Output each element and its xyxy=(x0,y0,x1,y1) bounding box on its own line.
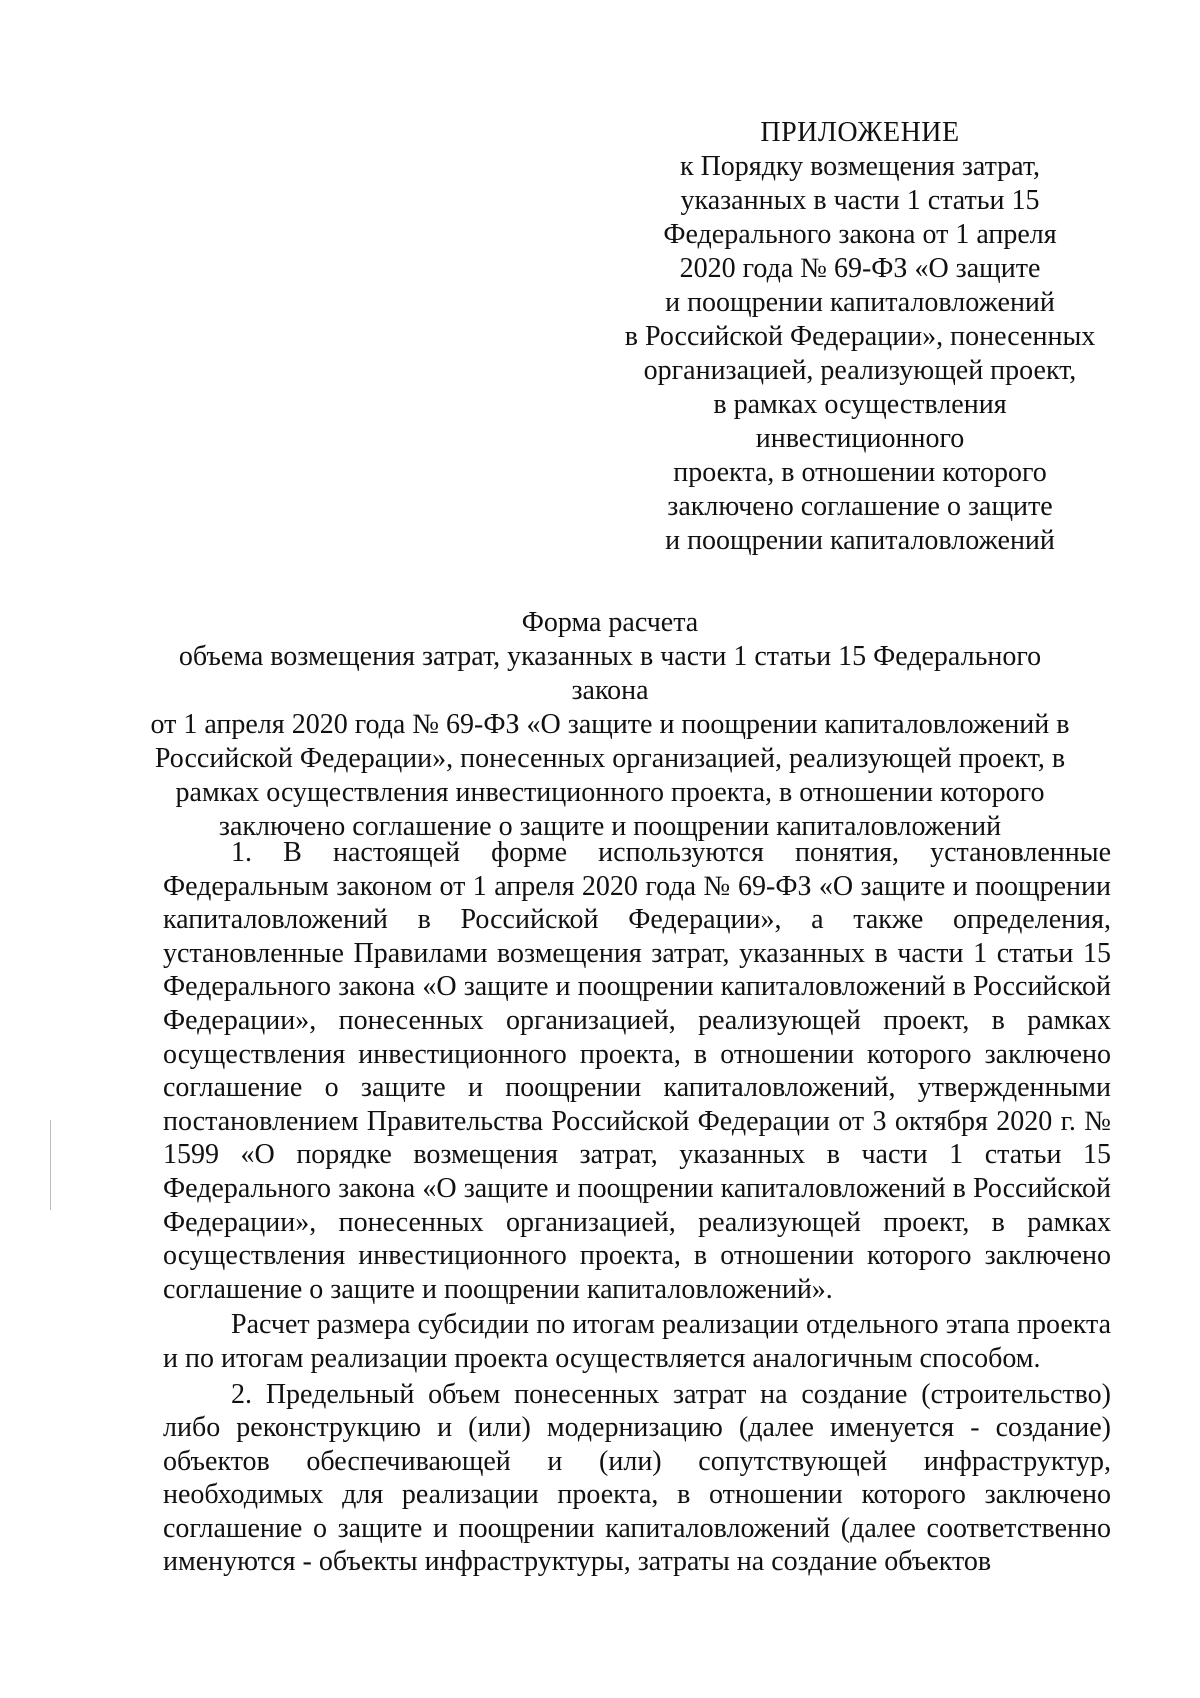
paragraph-1: 1. В настоящей форме используются понятия, установленные Федеральным законом от 1 апреля 2020 года № 69-ФЗ «О защите и поощрении капиталовложений в Российской Федерации», а также определения, установленные Правилами возмещения затрат, указанных в части 1 статьи 15 Федерального закона «О защите и поощрении капиталовложений в Российской Федерации», понесенных организацией, реализующей проект, в рамках осуществления инвестиционного проекта, в отношении которого заключено соглашение о защите и поощрении капиталовложений, утвержденными постановлением Правительства Российской Федерации от 3 октября 2020 г. № 1599 «О порядке возмещения затрат, указанных в части 1 статьи 15 Федерального закона «О защите и поощрении капиталовложений в Российской Федерации», понесенных организацией, реализующей проект, в рамках осуществления инвестиционного проекта, в отношении которого заключено соглашение о защите и поощрении капиталовложений». xyxy=(163,837,1111,1305)
form-title-line: Российской Федерации», понесенных организацией, реализующей проект, в xyxy=(154,743,1066,774)
form-heading: Форма расчета xyxy=(521,607,699,638)
form-title-line: заключено соглашение о защите и поощрении капиталовложений xyxy=(218,811,1002,842)
form-title-line: от 1 апреля 2020 года № 69-ФЗ «О защите и поощрении капиталовложений в xyxy=(150,709,1070,740)
form-title-line: объема возмещения затрат, указанных в части 1 статьи 15 Федерального закона xyxy=(178,641,1042,706)
appendix-line: к Порядку возмещения затрат, xyxy=(679,151,1040,182)
form-title-line: рамках осуществления инвестиционного проекта, в отношении которого xyxy=(175,777,1045,808)
appendix-line: указанных в части 1 статьи 15 xyxy=(680,185,1040,216)
appendix-line: проекта, в отношении которого xyxy=(673,457,1047,488)
appendix-line: Федерального закона от 1 апреля xyxy=(663,219,1057,250)
appendix-title: ПРИЛОЖЕНИЕ xyxy=(760,117,960,148)
document-body xyxy=(163,836,1111,1579)
appendix-line: организацией, реализующей проект, xyxy=(643,355,1077,386)
appendix-header xyxy=(610,116,1110,558)
paragraph-2: 2. Предельный объем понесенных затрат на создание (строительство) либо реконструкцию и (или) модернизацию (далее именуется - создание) объектов обеспечивающей и (или) сопутствующей инфраструктур, необходимых для реализации проекта, в отношении которого заключено соглашение о защите и поощрении капиталовложений (далее соответственно именуются - объекты инфраструктуры, затраты на создание объектов xyxy=(163,1378,1111,1578)
appendix-line: заключено соглашение о защите xyxy=(667,491,1053,522)
appendix-line: 2020 года № 69-ФЗ «О защите xyxy=(679,253,1041,284)
paragraph-calculation-note: Расчет размера субсидии по итогам реализации отдельного этапа проекта и по итогам реализации проекта осуществляется аналогичным способом. xyxy=(163,1309,1111,1374)
scan-margin-mark xyxy=(50,1120,51,1210)
appendix-line: в рамках осуществления xyxy=(713,389,1007,420)
appendix-line: в Российской Федерации», понесенных xyxy=(624,321,1096,352)
form-title xyxy=(140,606,1080,844)
appendix-line: инвестиционного xyxy=(755,423,965,454)
appendix-line: и поощрении капиталовложений xyxy=(665,525,1055,556)
appendix-line: и поощрении капиталовложений xyxy=(665,287,1055,318)
